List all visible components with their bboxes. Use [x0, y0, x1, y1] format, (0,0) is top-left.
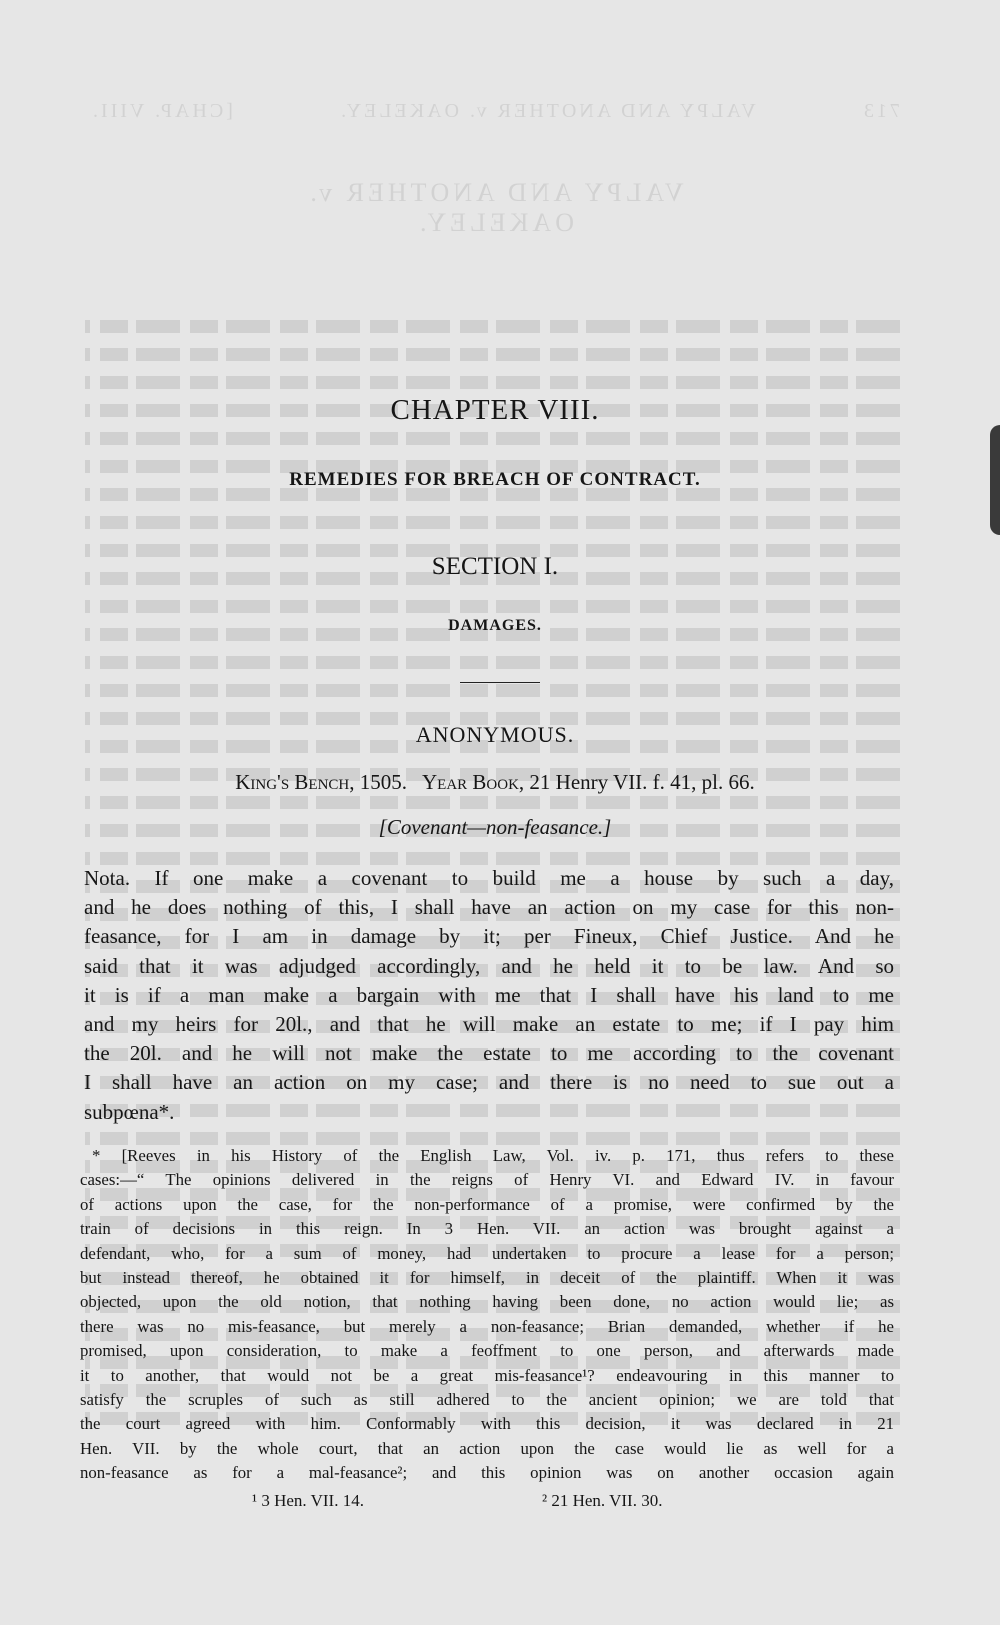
footnote-line: but instead thereof, he obtained it for himself, in deceit of the plaintiff. When it was	[80, 1268, 894, 1288]
body-line: Nota. If one make a covenant to build me a house by such a day,	[84, 866, 894, 890]
main-text	[84, 864, 894, 1127]
citation: 21 Henry VII. f. 41, pl. 66.	[529, 770, 755, 794]
bleed-header-right: [CHAP. VIII.	[90, 100, 233, 122]
footnote-line: train of decisions in this reign. In 3 Hen. VII. an action was brought against a	[80, 1219, 894, 1239]
footnote-line: satisfy the scruples of such as still adhered to the ancient opinion; we are told that	[80, 1390, 894, 1410]
footnote-line: cases:—“ The opinions delivered in the reigns of Henry VI. and Edward IV. in favour	[80, 1170, 894, 1190]
footnote-line: it to another, that would not be a great mis-feasance¹? endeavouring in this manner to	[80, 1365, 894, 1385]
footnote-line: promised, upon consideration, to make a feoffment to one person, and afterwards made	[80, 1341, 894, 1361]
page-edge-mark	[990, 425, 1000, 535]
section-title: SECTION I.	[431, 553, 559, 580]
bleed-header-center: VALPY AND ANOTHER v. OAKELEY.	[338, 100, 756, 122]
footnote-line: Hen. VII. by the whole court, that an action upon the case would lie as well for a	[80, 1438, 894, 1458]
body-line: said that it was adjudged accordingly, and he held it to be law. And so	[84, 953, 894, 978]
citation-label: Year Book,	[422, 770, 525, 794]
body-line: feasance, for I am in damage by it; per Fineux, Chief Justice. And he	[84, 924, 894, 949]
footnote-line: non-feasance as for a mal-feasance²; and this opinion was on another occasion again	[80, 1463, 894, 1483]
footnote-line: * [Reeves in his History of the English Law, Vol. iv. p. 171, thus refers to these	[92, 1146, 894, 1165]
footnote-line: of actions upon the case, for the non-performance of a promise, were confirmed by the	[80, 1194, 894, 1214]
footnote	[80, 1144, 894, 1486]
body-line: subpœna*.	[84, 1099, 175, 1124]
court-name: King's Bench, 1505.	[235, 770, 408, 794]
case-title: ANONYMOUS.	[415, 722, 575, 747]
footnote-ref-2: ² 21 Hen. VII. 30.	[542, 1491, 663, 1510]
chapter-title: CHAPTER VIII.	[390, 394, 600, 426]
body-line: and my heirs for 20l., and that he will make an estate to me; if I pay him	[84, 1012, 894, 1037]
bleed-title: VALPY AND ANOTHER v. OAKELEY.	[306, 178, 684, 237]
bleed-header	[90, 100, 900, 123]
bleed-header-left: 713	[861, 100, 900, 122]
court-citation-line	[90, 770, 900, 795]
chapter-subtitle: REMEDIES FOR BREACH OF CONTRACT.	[289, 469, 701, 490]
section-subtitle: DAMAGES.	[448, 617, 542, 634]
body-line: and he does nothing of this, I shall have an action on my case for this non-	[84, 895, 894, 920]
body-line: it is if a man make a bargain with me that I shall have his land to me	[84, 982, 894, 1007]
divider-rule	[460, 682, 540, 683]
body-line: the 20l. and he will not make the estate to me according to the covenant	[84, 1041, 894, 1066]
footnote-line: defendant, who, for a sum of money, had undertaken to procure a lease for a person;	[80, 1243, 894, 1263]
footnote-ref-1: ¹ 3 Hen. VII. 14.	[252, 1491, 364, 1510]
case-subject: [Covenant—non-feasance.]	[378, 815, 612, 839]
body-line: I shall have an action on my case; and there is no need to sue out a	[84, 1070, 894, 1095]
footnote-line: objected, upon the old notion, that nothing having been done, no action would lie; as	[80, 1292, 894, 1312]
footnote-line: the court agreed with him. Conformably with this decision, it was declared in 21	[80, 1414, 894, 1434]
footnote-line: there was no mis-feasance, but merely a non-feasance; Brian demanded, whether if he	[80, 1316, 894, 1336]
